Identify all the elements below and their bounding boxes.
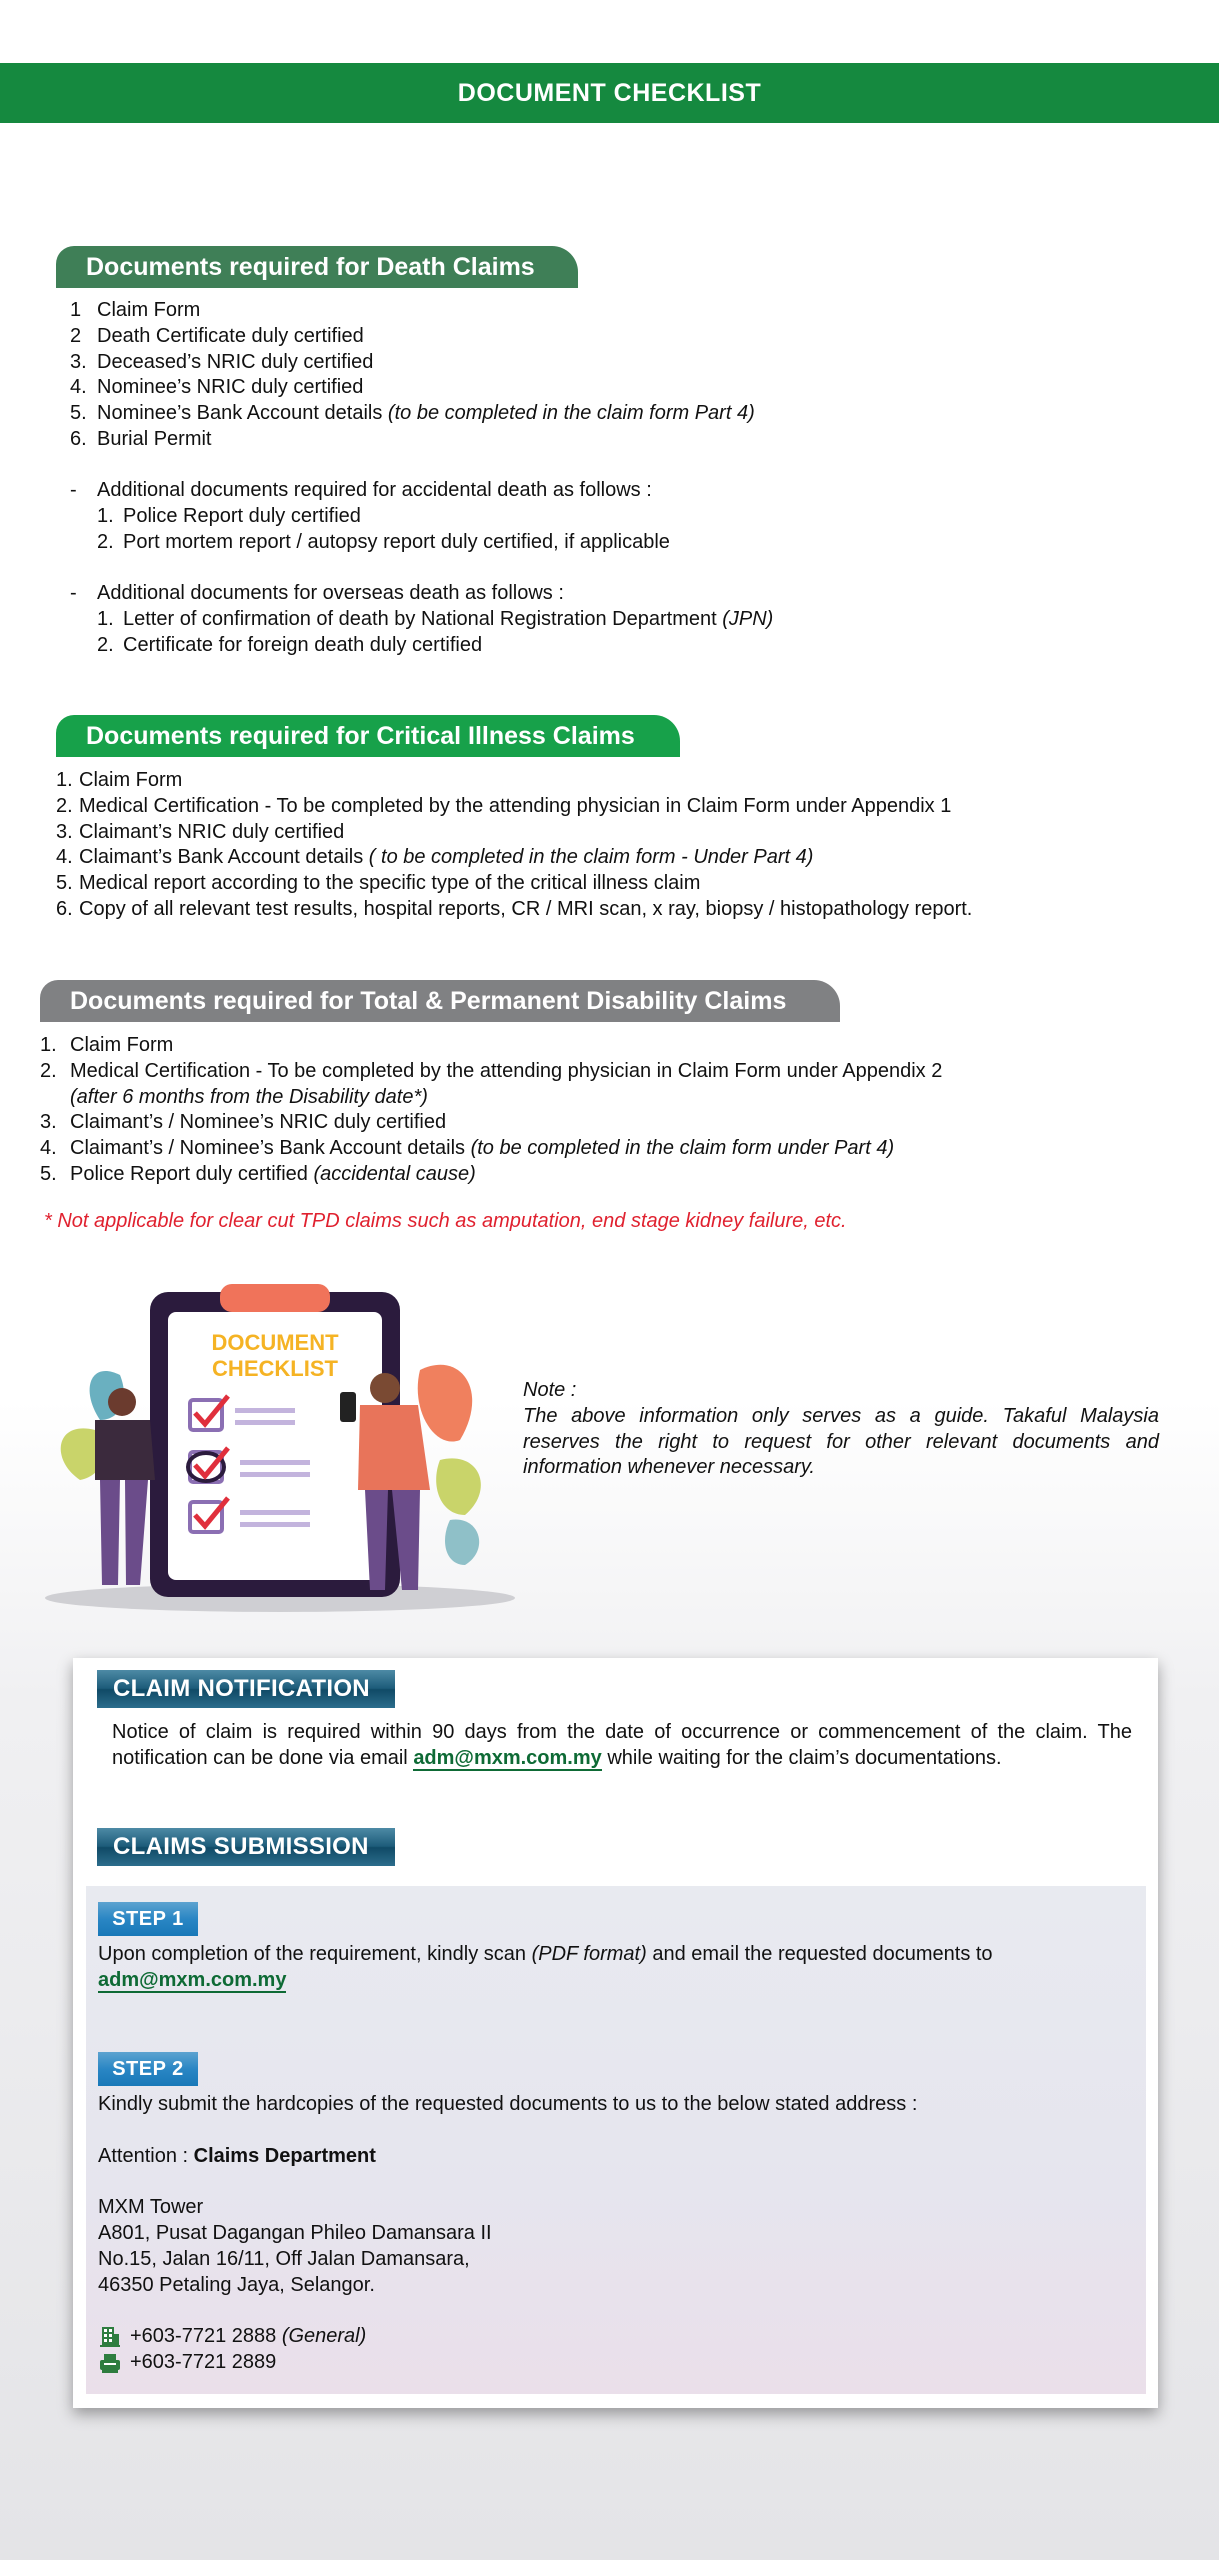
plant-leaf-icon xyxy=(445,1520,479,1565)
list-item xyxy=(40,1136,942,1162)
item-text: Medical Certification - To be completed by the attending physician in Claim Form under Appendix 1 xyxy=(79,794,952,817)
item-text: Police Report duly certified xyxy=(70,1162,314,1185)
steps-panel xyxy=(86,1886,1146,2394)
item-note: (to be completed in the claim form under Part 4) xyxy=(470,1137,895,1160)
note-block xyxy=(523,1378,1159,1481)
building-phone-icon xyxy=(98,2326,122,2348)
clipboard-clip-icon xyxy=(220,1284,330,1312)
item-text: Claimant’s NRIC duly certified xyxy=(79,820,345,843)
plant-leaf-icon xyxy=(418,1365,472,1442)
list-item xyxy=(70,427,755,453)
list-item xyxy=(70,581,773,607)
address-line: 46350 Petaling Jaya, Selangor. xyxy=(98,2273,375,2296)
address-line: A801, Pusat Dagangan Phileo Damansara II xyxy=(98,2221,492,2244)
overseas-death-list xyxy=(70,581,773,658)
item-text: Death Certificate duly certified xyxy=(97,324,364,347)
note-text: The above information only serves as a guide. Takaful Malaysia reserves the right to request for other relevant documents and information whenever necessary. xyxy=(523,1404,1159,1479)
item-text: Burial Permit xyxy=(97,427,212,450)
item-text: Letter of confirmation of death by National Registration Department xyxy=(123,607,723,630)
critical-illness-title: Documents required for Critical Illness Claims xyxy=(86,721,635,750)
item-number: 1 xyxy=(70,299,82,321)
item-text: Claimant’s Bank Account details xyxy=(79,846,369,869)
critical-illness-header xyxy=(56,715,680,757)
page-title: DOCUMENT CHECKLIST xyxy=(457,78,762,107)
claim-notification-text xyxy=(112,1720,1132,1772)
dash-bullet: - xyxy=(70,582,77,604)
tpd-claims-header xyxy=(40,980,840,1022)
line-icon xyxy=(240,1472,310,1477)
list-item xyxy=(40,1110,942,1136)
item-text: Claim Form xyxy=(79,769,183,791)
item-text: Claimant’s / Nominee’s NRIC duly certified xyxy=(70,1111,447,1134)
list-item xyxy=(56,897,972,923)
tpd-claims-list xyxy=(40,1033,942,1188)
step-2-text xyxy=(98,2092,1134,2376)
list-item xyxy=(56,794,972,820)
step-1-text xyxy=(98,1942,1134,1994)
list-item xyxy=(40,1033,942,1059)
item-number: 1. xyxy=(40,1034,57,1056)
item-text: Port mortem report / autopsy report duly certified, if applicable xyxy=(123,530,670,553)
phone-row xyxy=(98,2324,1134,2350)
item-note: (to be completed in the claim form Part 4) xyxy=(387,402,755,425)
list-item xyxy=(40,1162,942,1188)
document-checklist-banner xyxy=(0,63,1219,123)
claim-notification-header xyxy=(97,1670,395,1708)
attention-value: Claims Department xyxy=(193,2144,376,2167)
list-item xyxy=(70,324,755,350)
person-legs-icon xyxy=(100,1480,148,1585)
phone-number: +603-7721 2888 xyxy=(130,2325,282,2348)
item-note: (after 6 months from the Disability date*) xyxy=(70,1085,428,1108)
person-shirt-icon xyxy=(358,1405,430,1490)
line-icon xyxy=(240,1460,310,1465)
item-number: 4. xyxy=(70,376,87,399)
step-1-label: STEP 1 xyxy=(112,1907,184,1930)
fax-row xyxy=(98,2350,1134,2376)
item-text: Claim Form xyxy=(70,1034,174,1056)
item-number: 3. xyxy=(70,350,87,373)
item-note: (accidental cause) xyxy=(313,1162,476,1185)
death-claims-header xyxy=(56,246,578,288)
notification-text-after: while waiting for the claim’s documentations. xyxy=(601,1746,1002,1769)
list-item xyxy=(70,401,755,427)
line-icon xyxy=(235,1420,295,1425)
list-item-sub xyxy=(40,1085,942,1111)
item-number: 2. xyxy=(97,530,114,553)
notification-email-link[interactable]: adm@mxm.com.my xyxy=(413,1746,602,1769)
list-item xyxy=(70,530,670,556)
list-item xyxy=(70,350,755,376)
line-icon xyxy=(235,1408,295,1413)
item-note: (JPN) xyxy=(722,607,774,630)
claim-notification-title: CLAIM NOTIFICATION xyxy=(113,1675,370,1702)
death-claims-list xyxy=(70,298,755,453)
tpd-claims-title: Documents required for Total & Permanent Disability Claims xyxy=(70,986,787,1015)
fax-number: +603-7721 2889 xyxy=(130,2350,277,2373)
list-item xyxy=(70,298,755,324)
list-item xyxy=(70,375,755,401)
item-number: 2. xyxy=(97,633,114,656)
item-number: 1. xyxy=(97,504,114,527)
item-text: Medical Certification - To be completed by the attending physician in Claim Form under Appendix 2 xyxy=(70,1059,943,1082)
step-1-text-after: and email the requested documents to xyxy=(646,1943,993,1965)
item-number: 5. xyxy=(56,872,73,895)
plant-leaf-icon xyxy=(436,1458,481,1515)
item-text: Additional documents required for accidental death as follows : xyxy=(97,479,652,501)
item-text: Additional documents for overseas death as follows : xyxy=(97,582,564,604)
step-1-badge xyxy=(98,1902,198,1936)
list-item xyxy=(56,820,972,846)
illustration-label-2: CHECKLIST xyxy=(212,1356,338,1381)
item-text: Deceased’s NRIC duly certified xyxy=(97,350,374,373)
item-number: 6. xyxy=(56,897,73,920)
item-number: 1. xyxy=(97,607,114,630)
claims-submission-header xyxy=(97,1828,395,1866)
item-number: 3. xyxy=(40,1111,57,1134)
attention-line xyxy=(98,2144,1134,2170)
step-2-label: STEP 2 xyxy=(112,2057,184,2080)
list-item xyxy=(70,504,670,530)
list-item xyxy=(56,768,972,794)
item-number: 3. xyxy=(56,820,73,843)
item-number: 5. xyxy=(40,1162,57,1185)
step-1-format: (PDF format) xyxy=(531,1943,647,1965)
item-text: Nominee’s Bank Account details xyxy=(97,402,388,425)
critical-illness-list xyxy=(56,768,972,923)
item-text: Medical report according to the specific type of the critical illness claim xyxy=(79,872,701,895)
address-line: MXM Tower xyxy=(98,2196,204,2219)
person-shirt-icon xyxy=(95,1420,155,1480)
address-line: No.15, Jalan 16/11, Off Jalan Damansara, xyxy=(98,2247,470,2270)
item-text: Claimant’s / Nominee’s Bank Account details xyxy=(70,1137,471,1160)
illustration-label-1: DOCUMENT xyxy=(211,1330,339,1355)
item-number: 5. xyxy=(70,402,87,425)
step-2-badge xyxy=(98,2052,198,2086)
death-claims-title: Documents required for Death Claims xyxy=(86,252,535,281)
phone-device-icon xyxy=(340,1392,356,1422)
item-number: 4. xyxy=(40,1137,57,1160)
fax-icon xyxy=(98,2352,122,2374)
item-note: ( to be completed in the claim form - Under Part 4) xyxy=(368,846,814,869)
item-number: 4. xyxy=(56,846,73,869)
list-item xyxy=(70,633,773,659)
line-icon xyxy=(240,1510,310,1515)
phone-note: (General) xyxy=(281,2325,367,2348)
claim-info-card xyxy=(73,1658,1158,2408)
list-item xyxy=(56,871,972,897)
list-item xyxy=(40,1059,942,1085)
line-icon xyxy=(240,1522,310,1527)
attention-label: Attention : xyxy=(98,2144,194,2167)
notification-text-before: Notice of claim is required within 90 days from the date of occurrence or commencement of the claim. The notification can be done via email xyxy=(112,1721,1132,1769)
step-1-email-link[interactable]: adm@mxm.com.my xyxy=(98,1968,287,1991)
item-text: Certificate for foreign death duly certified xyxy=(123,633,483,656)
item-text: Police Report duly certified xyxy=(123,504,361,527)
item-text: Claim Form xyxy=(97,299,201,321)
item-number: 6. xyxy=(70,427,87,450)
tpd-footnote: * Not applicable for clear cut TPD claims such as amputation, end stage kidney failure, etc. xyxy=(44,1210,847,1232)
person-head-icon xyxy=(370,1373,400,1403)
item-number: 1. xyxy=(56,769,73,791)
person-head-icon xyxy=(108,1388,136,1416)
item-text: Copy of all relevant test results, hospital reports, CR / MRI scan, x ray, biopsy / histopathology report. xyxy=(79,897,973,920)
step-1-text-before: Upon completion of the requirement, kindly scan xyxy=(98,1943,532,1965)
step-2-instruction: Kindly submit the hardcopies of the requested documents to us to the below stated address : xyxy=(98,2093,918,2115)
item-number: 2. xyxy=(40,1059,57,1082)
item-number: 2 xyxy=(70,324,82,347)
checklist-illustration xyxy=(40,1280,520,1620)
item-text: Nominee’s NRIC duly certified xyxy=(97,376,364,399)
dash-bullet: - xyxy=(70,479,77,501)
list-item xyxy=(70,607,773,633)
note-label: Note : xyxy=(523,1379,577,1401)
list-item xyxy=(70,478,670,504)
claims-submission-title: CLAIMS SUBMISSION xyxy=(113,1833,369,1860)
item-number: 2. xyxy=(56,794,73,817)
accidental-death-list xyxy=(70,478,670,555)
list-item xyxy=(56,845,972,871)
